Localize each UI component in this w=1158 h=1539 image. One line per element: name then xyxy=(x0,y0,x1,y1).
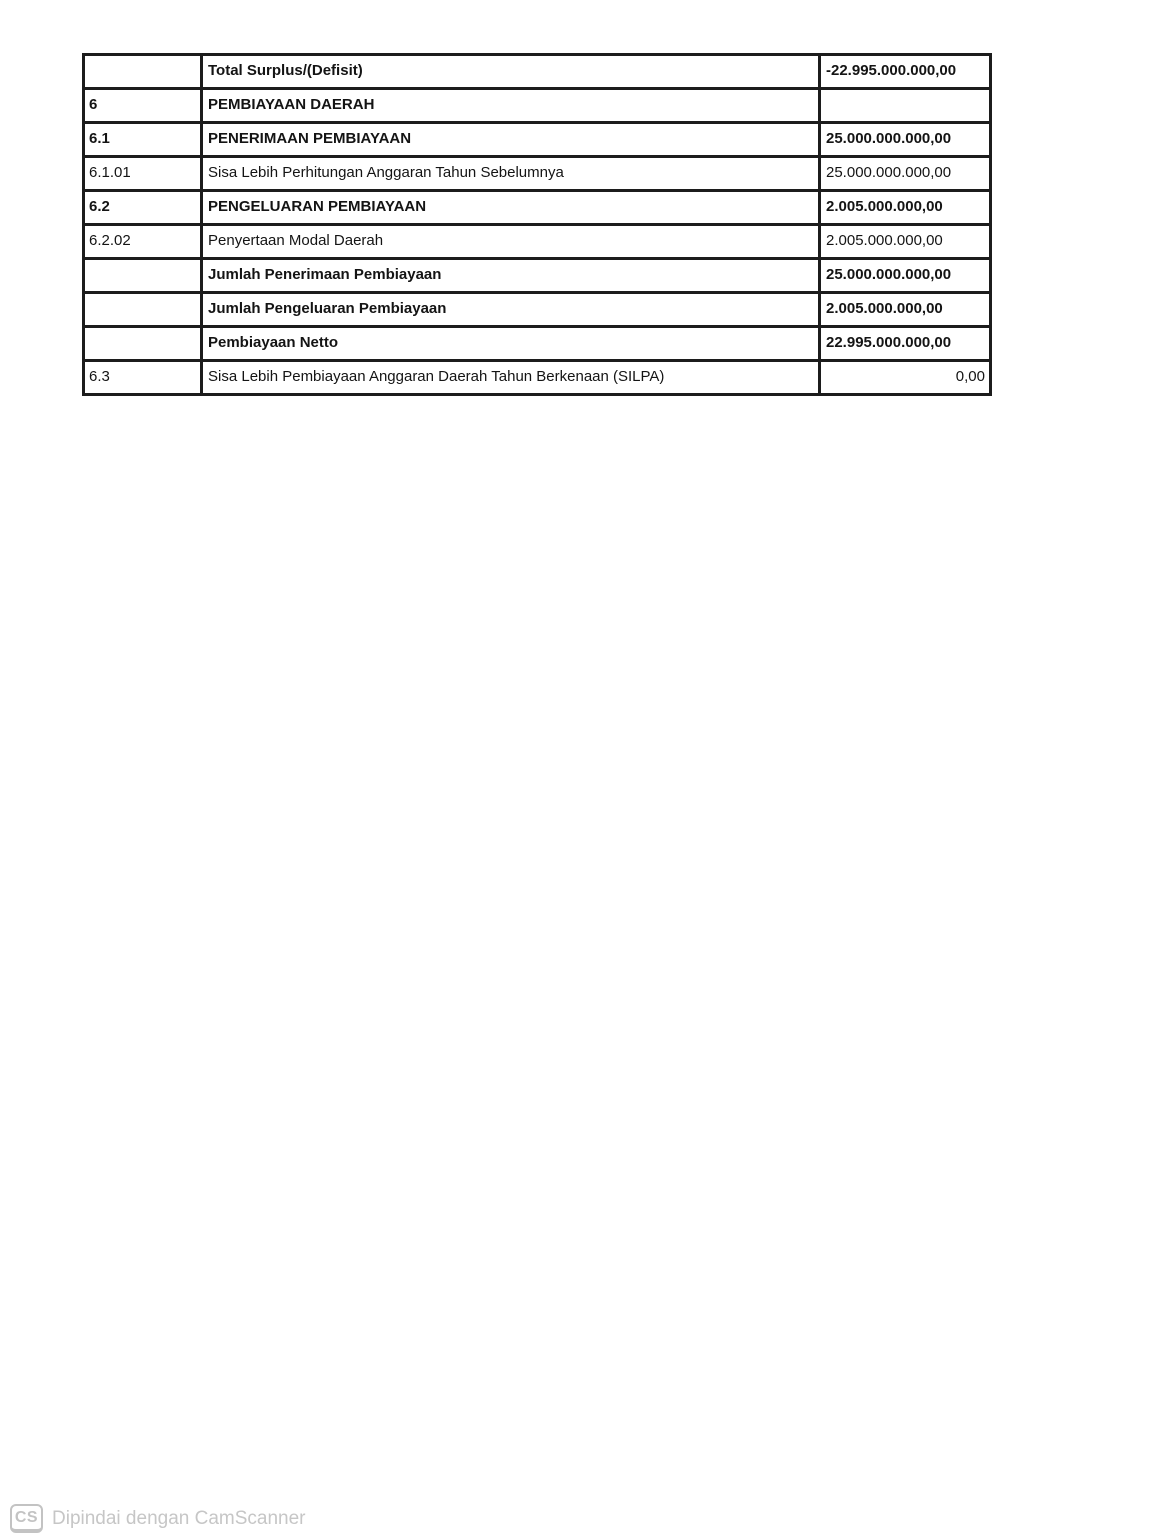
cell-value: -22.995.000.000,00 xyxy=(820,55,991,89)
cell-code: 6.1.01 xyxy=(84,157,202,191)
table-row xyxy=(84,225,991,259)
cell-description: Sisa Lebih Perhitungan Anggaran Tahun Sebelumnya xyxy=(202,157,820,191)
cell-code: 6.2 xyxy=(84,191,202,225)
camscanner-icon: CS xyxy=(10,1504,43,1533)
cell-description: Jumlah Penerimaan Pembiayaan xyxy=(202,259,820,293)
cell-value: 0,00 xyxy=(820,361,991,395)
cell-value: 22.995.000.000,00 xyxy=(820,327,991,361)
cell-description: PEMBIAYAAN DAERAH xyxy=(202,89,820,123)
cell-value: 2.005.000.000,00 xyxy=(820,293,991,327)
cell-description: PENGELUARAN PEMBIAYAAN xyxy=(202,191,820,225)
table-row xyxy=(84,361,991,395)
table-row xyxy=(84,293,991,327)
table-row xyxy=(84,157,991,191)
cell-value: 25.000.000.000,00 xyxy=(820,259,991,293)
cell-description: Jumlah Pengeluaran Pembiayaan xyxy=(202,293,820,327)
budget-table xyxy=(82,53,992,396)
cell-value: 2.005.000.000,00 xyxy=(820,191,991,225)
cell-description: Sisa Lebih Pembiayaan Anggaran Daerah Tahun Berkenaan (SILPA) xyxy=(202,361,820,395)
cell-value xyxy=(820,89,991,123)
cell-code: 6.3 xyxy=(84,361,202,395)
cell-code xyxy=(84,293,202,327)
cell-code xyxy=(84,327,202,361)
cell-code xyxy=(84,259,202,293)
cell-description: Pembiayaan Netto xyxy=(202,327,820,361)
table-row xyxy=(84,89,991,123)
cell-code xyxy=(84,55,202,89)
table-row xyxy=(84,123,991,157)
cell-description: PENERIMAAN PEMBIAYAAN xyxy=(202,123,820,157)
cell-value: 2.005.000.000,00 xyxy=(820,225,991,259)
cell-value: 25.000.000.000,00 xyxy=(820,123,991,157)
cell-code: 6.1 xyxy=(84,123,202,157)
table-row xyxy=(84,55,991,89)
budget-table-body xyxy=(84,55,991,395)
table-row xyxy=(84,259,991,293)
cell-value: 25.000.000.000,00 xyxy=(820,157,991,191)
table-row xyxy=(84,191,991,225)
camscanner-text: Dipindai dengan CamScanner xyxy=(52,1507,306,1529)
cell-description: Total Surplus/(Defisit) xyxy=(202,55,820,89)
camscanner-badge xyxy=(10,1504,306,1533)
cell-code: 6 xyxy=(84,89,202,123)
table-row xyxy=(84,327,991,361)
cell-description: Penyertaan Modal Daerah xyxy=(202,225,820,259)
cell-code: 6.2.02 xyxy=(84,225,202,259)
